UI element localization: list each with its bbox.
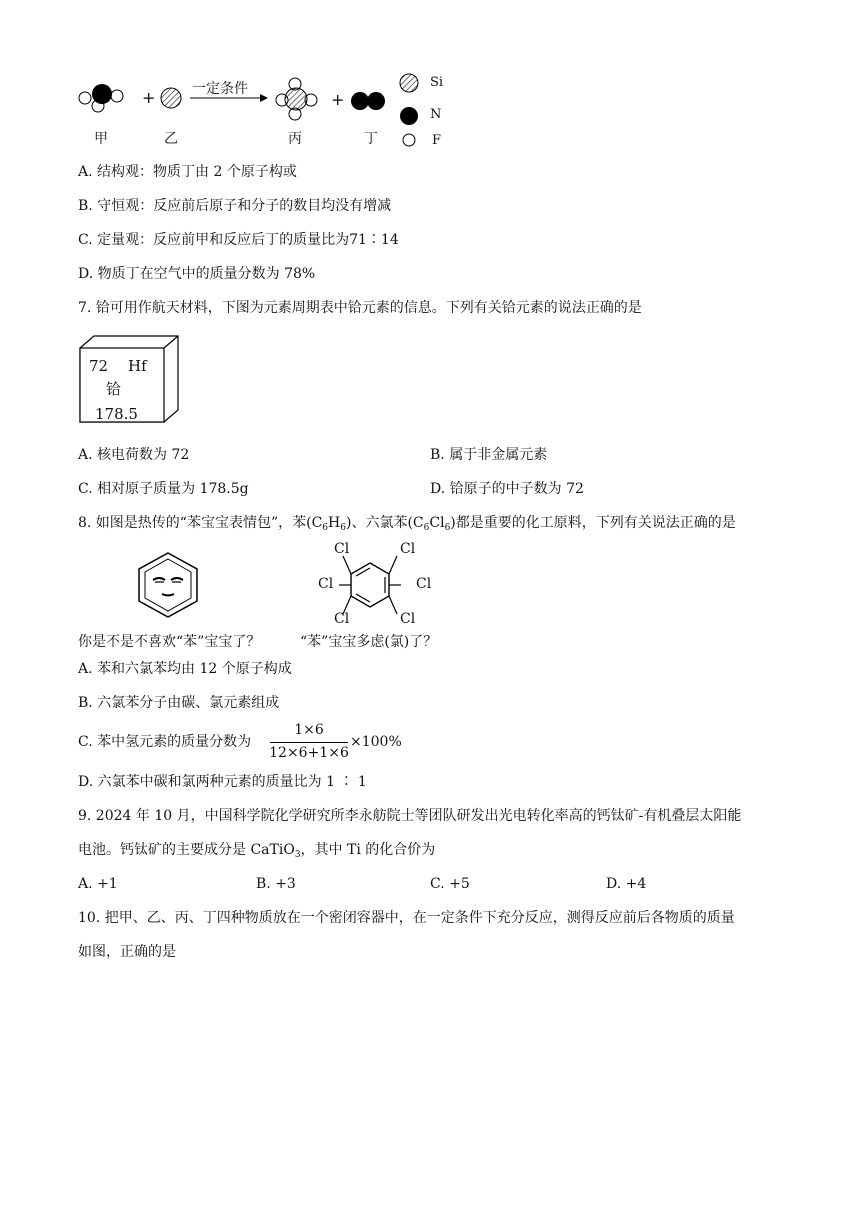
- svg-text:+: +: [331, 90, 345, 109]
- q8-option-c-prefix: C. 苯中氢元素的质量分数为: [78, 734, 252, 750]
- fraction-bar: [270, 742, 348, 743]
- si-legend-icon: [400, 74, 418, 92]
- q10-line2: 如图，正确的是: [78, 944, 176, 960]
- element-mass: 178.5: [95, 405, 138, 423]
- molecule-jia: [79, 84, 123, 112]
- label-yi: 乙: [164, 131, 178, 147]
- cl-right: Cl: [416, 576, 432, 592]
- label-jia: 甲: [94, 131, 108, 147]
- q8-stem: 8. 如图是热传的“苯宝宝表情包”，苯$(C_6H_6)$、六氯苯$(C_6Cl_6)$都是重要的化工原料，下列有关说法正确的是: [78, 515, 736, 533]
- svg-text:+: +: [142, 88, 156, 107]
- n-legend-icon: [400, 107, 418, 125]
- q9-line2: 电池。钙钛矿的主要成分是 CaTiO$_3$，其中 Ti 的化合价为: [78, 842, 436, 860]
- element-symbol: Hf: [128, 357, 147, 375]
- q8-option-c-denominator: 12×6+1×6: [269, 745, 349, 761]
- q7-stem: 7. 铪可用作航天材料，下图为元素周期表中铪元素的信息。下列有关铪元素的说法正确的是: [78, 300, 642, 316]
- cl-left: Cl: [318, 576, 334, 592]
- q8-caption-right: “苯”宝宝多虑(氯)了？: [300, 634, 438, 650]
- q6-option-b: B. 守恒观：反应前后原子和分子的数目均没有增减: [78, 198, 392, 214]
- q7-option-c: C. 相对原子质量为 178.5g: [78, 481, 249, 497]
- q7-option-b: B. 属于非金属元素: [430, 447, 548, 463]
- reaction-condition: 一定条件: [192, 81, 248, 97]
- q9-option-b: B. +3: [256, 876, 296, 892]
- molecule-bing: [276, 78, 317, 120]
- q8-option-d: D. 六氯苯中碳和氯两种元素的质量比为 1 ∶ 1: [78, 774, 367, 790]
- q9-line1: 9. 2024 年 10 月，中国科学院化学研究所李永舫院士等团队研发出光电转化率高的钙钛矿-有机叠层太阳能: [78, 808, 742, 824]
- f-legend-icon: [403, 134, 415, 146]
- q6-option-d: D. 物质丁在空气中的质量分数为 78%: [78, 266, 316, 282]
- cl-bottom-left: Cl: [334, 611, 350, 627]
- legend-f: F: [432, 133, 442, 148]
- q8-option-a: A. 苯和六氯苯均由 12 个原子构成: [78, 661, 292, 677]
- q8-option-c-suffix: ×100%: [350, 734, 402, 750]
- element-number: 72: [89, 357, 109, 375]
- q6-option-a: A. 结构观：物质丁由 2 个原子构或: [78, 164, 297, 180]
- q8-caption-left: 你是不是不喜欢“苯”宝宝了？: [78, 634, 261, 650]
- q9-option-c: C. +5: [430, 876, 470, 892]
- element-name: 铪: [106, 380, 122, 398]
- legend-si: Si: [430, 75, 444, 90]
- benzene-emoji: [135, 550, 201, 620]
- cl-bottom-right: Cl: [400, 611, 416, 627]
- cl-top-right: Cl: [400, 541, 416, 557]
- reaction-diagram: [70, 70, 470, 150]
- label-ding: 丁: [364, 131, 378, 147]
- q9-option-a: A. +1: [78, 876, 118, 892]
- molecule-ding: [351, 92, 385, 110]
- molecule-yi: [161, 88, 181, 108]
- q7-option-d: D. 铪原子的中子数为 72: [430, 481, 584, 497]
- q7-option-a: A. 核电荷数为 72: [78, 447, 190, 463]
- q10-line1: 10. 把甲、乙、丙、丁四种物质放在一个密闭容器中，在一定条件下充分反应，测得反应前后各物质的质量: [78, 910, 735, 926]
- cl-top-left: Cl: [334, 541, 350, 557]
- label-bing: 丙: [288, 131, 302, 147]
- q9-option-d: D. +4: [606, 876, 647, 892]
- q8-option-b: B. 六氯苯分子由碳、氯元素组成: [78, 695, 280, 711]
- q6-option-c: C. 定量观：反应前甲和反应后丁的质量比为71∶14: [78, 232, 399, 248]
- legend-n: N: [430, 107, 442, 122]
- q8-option-c-numerator: 1×6: [294, 722, 324, 738]
